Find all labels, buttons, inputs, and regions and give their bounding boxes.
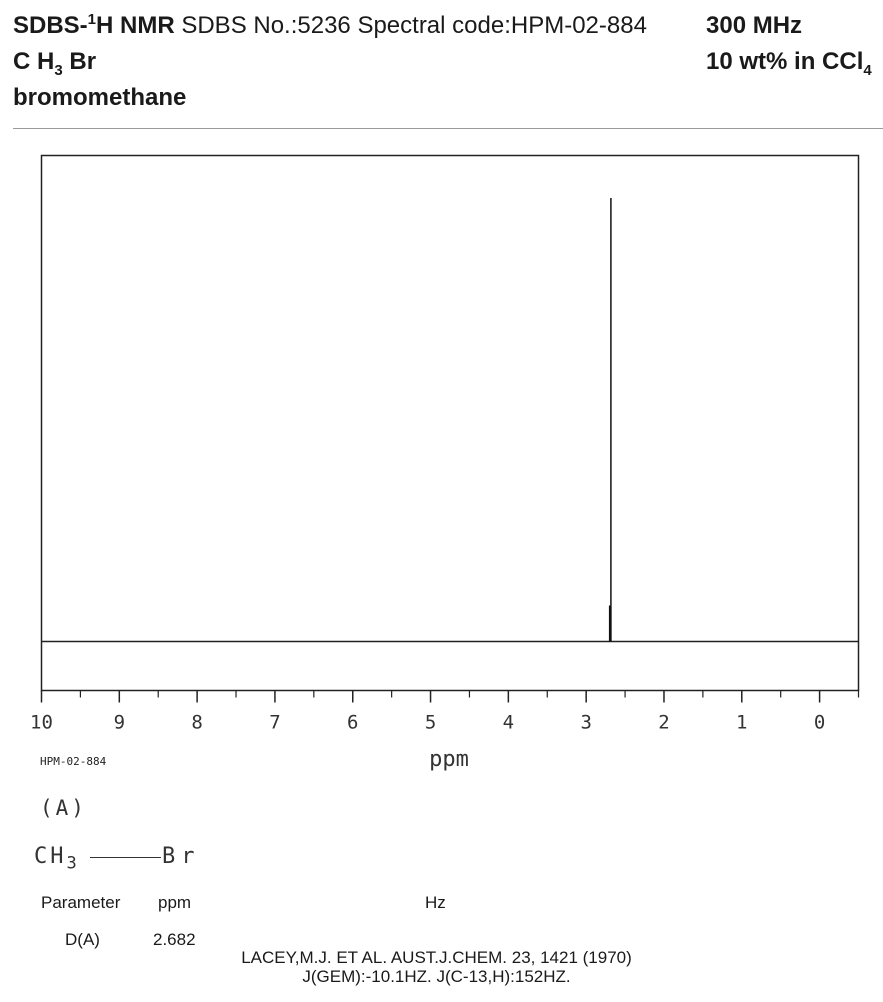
structure-br: Br <box>162 844 201 869</box>
x-axis-label: ppm <box>429 747 469 772</box>
solvent-subscript: 4 <box>863 61 872 79</box>
sdbs-info: SDBS No.:5236 Spectral code:HPM-02-884 <box>181 12 647 39</box>
assignment-label: (A) <box>40 796 87 820</box>
table-header-parameter: Parameter <box>41 893 121 912</box>
table-cell-param: D(A) <box>65 930 100 949</box>
spectral-code-label: HPM-02-884 <box>40 755 107 768</box>
tick-label: 1 <box>736 711 748 734</box>
compound-name: bromomethane <box>13 84 187 111</box>
tick-label: 7 <box>269 711 281 734</box>
plot-frame <box>42 156 859 691</box>
sdbs-superscript: 1 <box>87 11 97 28</box>
x-axis-ticks <box>30 691 858 734</box>
formula-br: Br <box>69 48 97 75</box>
table-header-ppm: ppm <box>158 893 192 912</box>
tick-label: 5 <box>424 711 437 734</box>
peak-group <box>610 198 611 642</box>
solvent-text: 10 wt% in CCl <box>706 48 864 75</box>
reference-line-1: LACEY,M.J. ET AL. AUST.J.CHEM. 23, 1421 (1970) <box>241 948 632 967</box>
tick-label: 10 <box>30 711 53 734</box>
sdbs-nmr-label: H NMR <box>96 12 175 39</box>
tick-label: 3 <box>580 711 592 734</box>
structure-sub3: 3 <box>66 853 80 874</box>
structure-bond <box>90 857 161 858</box>
structure-ch3 <box>34 844 80 874</box>
tick-label: 4 <box>502 711 515 734</box>
frequency: 300 MHz <box>706 12 803 39</box>
tick-label: 2 <box>658 711 670 734</box>
tick-label: 0 <box>813 711 826 734</box>
tick-label: 6 <box>347 711 359 734</box>
table-cell-ppm: 2.682 <box>153 930 196 949</box>
tick-label: 8 <box>191 711 203 734</box>
table-header-hz: Hz <box>425 893 446 912</box>
tick-label: 9 <box>113 711 126 734</box>
reference-line-2: J(GEM):-10.1HZ. J(C-13,H):152HZ. <box>302 967 571 986</box>
formula-ch: C H <box>13 48 55 75</box>
sdbs-prefix: SDBS- <box>13 12 88 39</box>
formula-subscript: 3 <box>54 61 63 79</box>
structure-ch-text: CH <box>34 844 67 869</box>
